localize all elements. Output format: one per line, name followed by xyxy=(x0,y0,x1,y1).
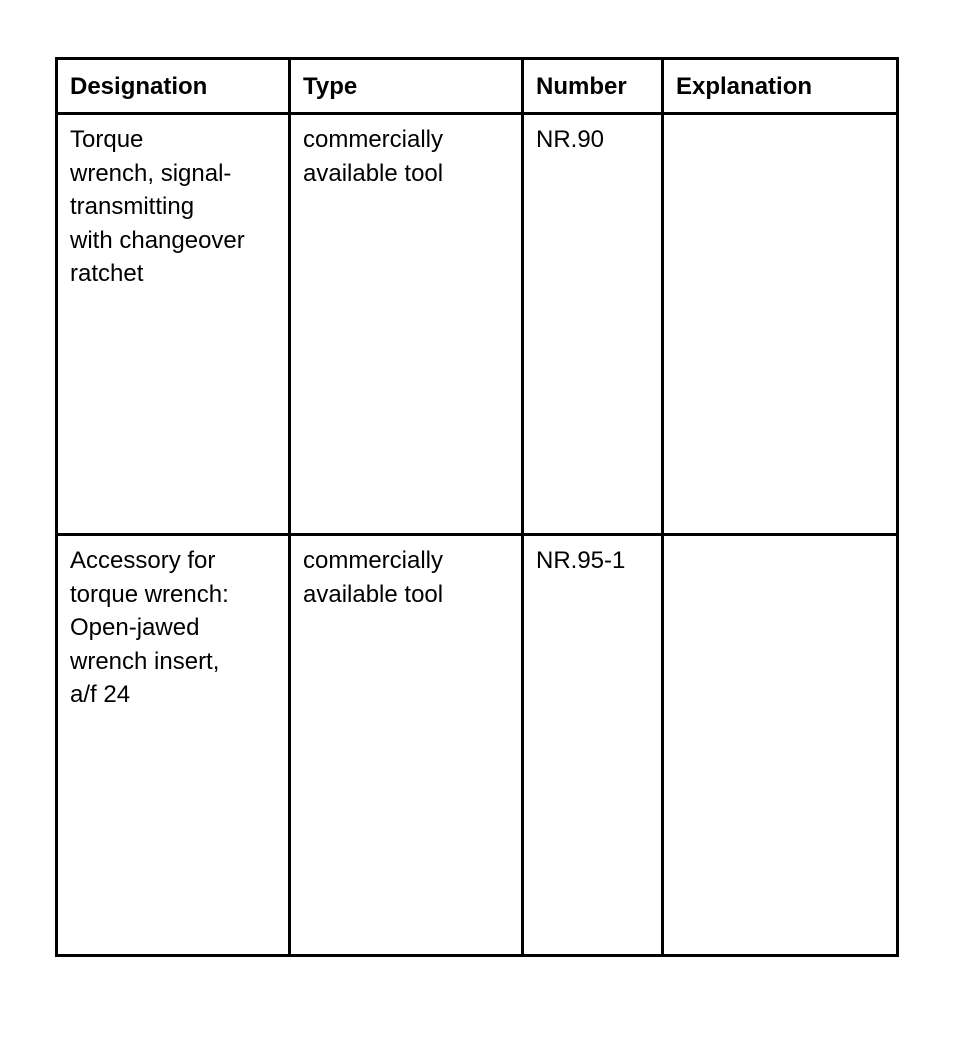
number-value: NR.90 xyxy=(536,126,605,153)
explanation-cell xyxy=(663,114,898,535)
designation-line: transmitting xyxy=(70,193,195,220)
designation-cell xyxy=(57,114,290,535)
header-number: Number xyxy=(523,59,663,114)
tool-table xyxy=(55,57,899,957)
designation-line: Torque xyxy=(70,126,144,153)
designation-line: with changeover xyxy=(70,226,245,254)
designation-line: torque wrench: xyxy=(70,580,229,608)
designation-line: Open-jawed xyxy=(70,614,200,641)
header-designation: Designation xyxy=(57,59,290,114)
designation-line: ratchet xyxy=(70,260,144,287)
type-line: available tool xyxy=(303,580,444,608)
designation-cell xyxy=(57,535,290,956)
table-row xyxy=(57,535,898,956)
table-header-row xyxy=(57,59,898,114)
header-type: Type xyxy=(290,59,523,114)
type-cell xyxy=(290,114,523,535)
designation-line: Accessory for xyxy=(70,547,216,574)
number-cell xyxy=(523,535,663,956)
designation-line: wrench, signal- xyxy=(70,159,232,187)
type-cell xyxy=(290,535,523,956)
designation-line: wrench insert, xyxy=(70,647,220,675)
header-explanation: Explanation xyxy=(663,59,898,114)
number-cell xyxy=(523,114,663,535)
type-line: available tool xyxy=(303,159,444,187)
type-line: commercially xyxy=(303,547,444,574)
number-value: NR.95-1 xyxy=(536,547,626,574)
explanation-cell xyxy=(663,535,898,956)
designation-line: a/f 24 xyxy=(70,681,131,708)
type-line: commercially xyxy=(303,126,444,153)
table-row xyxy=(57,114,898,535)
